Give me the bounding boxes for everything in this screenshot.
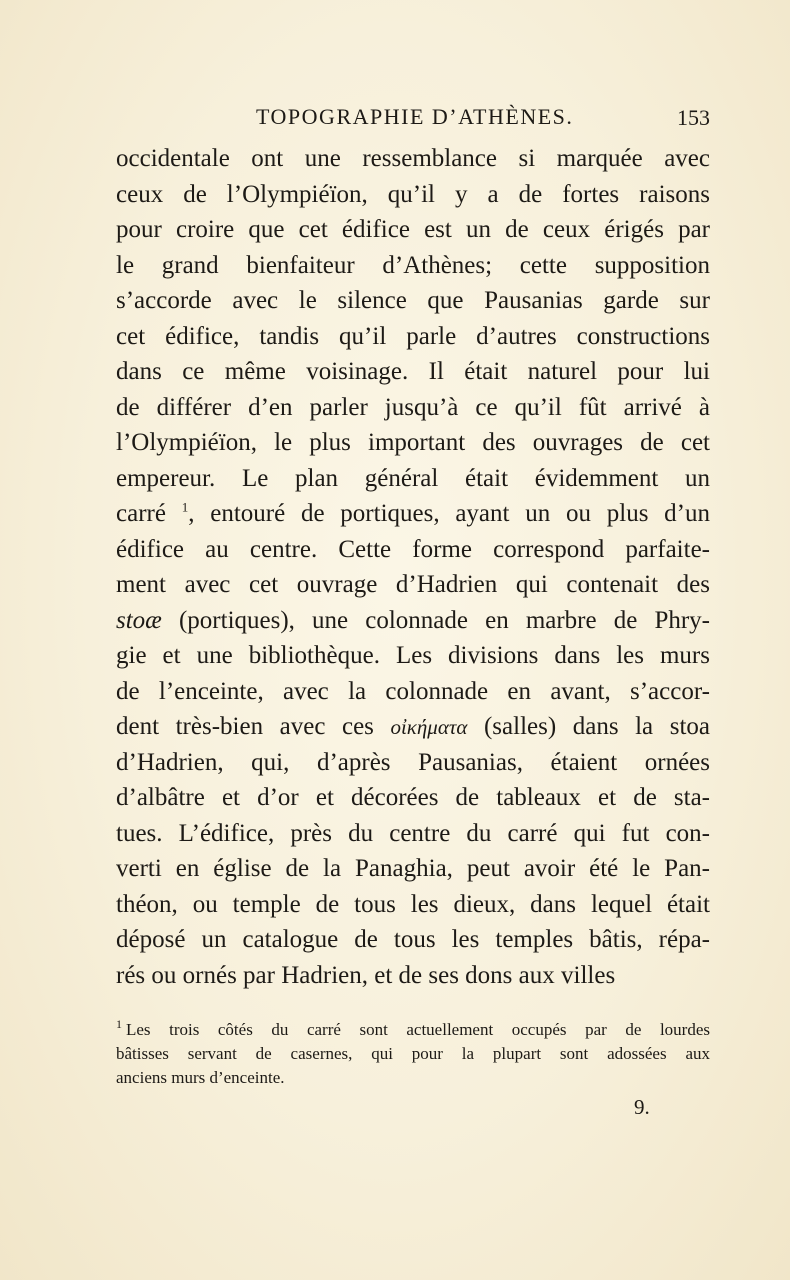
text-line: d’albâtre et d’or et décorées de tableaux et de sta- (116, 784, 710, 811)
footnote-line: bâtisses servant de casernes, qui pour la plupart sont adossées aux (116, 1044, 710, 1063)
footnote-line: anciens murs d’enceinte. (116, 1068, 285, 1087)
text-fragment: , entouré de portiques, ayant un ou plus d’un (188, 500, 710, 527)
text-line: d’Hadrien, qui, d’après Pausanias, étaient ornées (116, 748, 710, 776)
text-line: édifice au centre. Cette forme correspond parfaite- (116, 535, 710, 563)
text-line: tues. L’édifice, près du centre du carré qui fut con- (116, 819, 710, 847)
text-line: l’Olympiéïon, le plus important des ouvrages de cet (116, 429, 710, 456)
text-fragment: (salles) dans la stoa (467, 713, 710, 740)
text-line: occidentale ont une ressemblance si marquée avec (116, 145, 710, 172)
page-header (116, 104, 710, 138)
text-line: verti en église de la Panaghia, peut avoir été le Pan- (116, 855, 710, 882)
body-text (116, 141, 710, 993)
greek-term: οἰκήματα (390, 715, 468, 739)
running-title: TOPOGRAPHIE D’ATHÈNES. (256, 104, 574, 129)
signature-mark: 9. (634, 1095, 650, 1119)
text-fragment: (portiques), une colonnade en marbre de Phry- (161, 606, 710, 634)
text-line (116, 709, 710, 745)
text-line: de différer d’en parler jusqu’à ce qu’il fût arrivé à (116, 393, 710, 421)
page-number: 153 (677, 105, 710, 130)
footnote-marker: 1 (116, 1018, 122, 1032)
text-line (116, 603, 710, 639)
text-line: rés ou ornés par Hadrien, et de ses dons aux villes (116, 961, 616, 989)
text-line: dans ce même voisinage. Il était naturel pour lui (116, 358, 710, 385)
text-line: de l’enceinte, avec la colonnade en avant, s’accor- (116, 677, 710, 705)
footnote-reference: 1 (181, 499, 189, 515)
text-line: cet édifice, tandis qu’il parle d’autres constructions (116, 322, 710, 350)
text-fragment: carré (116, 500, 166, 527)
text-line (116, 496, 710, 532)
text-line: ment avec cet ouvrage d’Hadrien qui contenait des (116, 571, 710, 598)
italic-term: stoæ (116, 606, 162, 634)
text-fragment: dent très-bien avec ces (116, 713, 391, 740)
text-line: empereur. Le plan général était évidemment un (116, 464, 710, 492)
footnote-text: Les trois côtés du carré sont actuellement occupés par de lourdes (126, 1020, 710, 1039)
text-line: ceux de l’Olympiéïon, qu’il y a de fortes raisons (116, 180, 710, 208)
text-line: déposé un catalogue de tous les temples bâtis, répa- (116, 926, 710, 953)
footnote (116, 1018, 710, 1090)
text-line: s’accorde avec le silence que Pausanias garde sur (116, 287, 710, 314)
text-line: le grand bienfaiteur d’Athènes; cette supposition (116, 251, 710, 279)
footnote-line (116, 1018, 710, 1042)
text-line: pour croire que cet édifice est un de ceux érigés par (116, 216, 710, 243)
text-line: théon, ou temple de tous les dieux, dans lequel était (116, 890, 710, 918)
text-line: gie et une bibliothèque. Les divisions dans les murs (116, 642, 710, 669)
